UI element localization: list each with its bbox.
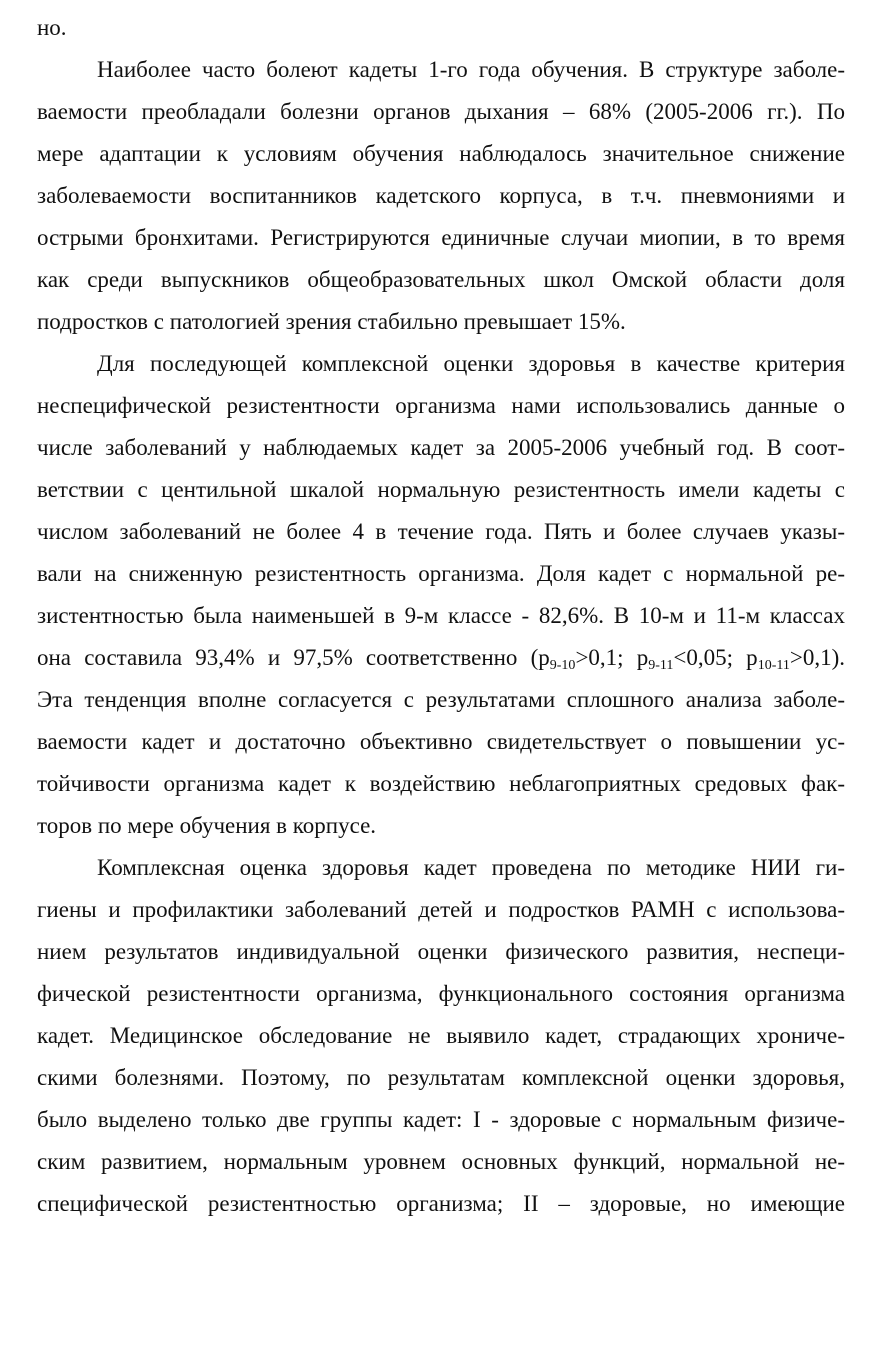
text-line: нием результатов индивидуальной оценки физического развития, неспеци- [37,939,845,964]
text-line: гиены и профилактики заболеваний детей и подростков РАМН с использова- [37,897,845,922]
subscript: 9-11 [648,658,674,673]
text-line: заболеваемости воспитанников кадетского корпуса, в т.ч. пневмониями и [37,183,845,208]
subscript: 9-10 [549,658,576,673]
text-line: числе заболеваний у наблюдаемых кадет за 2005-2006 учебный год. В соот- [37,435,845,460]
paragraph-first-line: Комплексная оценка здоровья кадет проведена по методике НИИ ги- [97,855,845,880]
text-line: торов по мере обучения в корпусе. [37,813,377,838]
text-line: острыми бронхитами. Регистрируются единичные случаи миопии, в то время [37,225,845,250]
text-line: неспецифической резистентности организма нами использовались данные о [37,393,845,418]
paragraph-first-line: Для последующей комплексной оценки здоровья в качестве критерия [97,351,845,376]
text-line: числом заболеваний не более 4 в течение года. Пять и более случаев указы- [37,519,845,544]
text-line: было выделено только две группы кадет: I - здоровые с нормальным физиче- [37,1107,845,1132]
statistics-line [37,643,845,673]
text-line: вали на сниженную резистентность организма. Доля кадет с нормальной ре- [37,561,845,586]
text-line: ваемости преобладали болезни органов дыхания – 68% (2005-2006 гг.). По [37,99,845,124]
stat-text: >0,1). [789,645,845,670]
text-line: ваемости кадет и достаточно объективно свидетельствует о повышении ус- [37,729,845,754]
text-line: как среди выпускников общеобразовательных школ Омской области доля [37,267,845,292]
text-line: Эта тенденция вполне согласуется с результатами сплошного анализа заболе- [37,687,845,712]
paragraph-first-line: Наиболее часто болеют кадеты 1-го года обучения. В структуре заболе- [97,57,845,82]
text-line: ветствии с центильной шкалой нормальную резистентность имели кадеты с [37,477,845,502]
subscript: 10-11 [757,658,790,673]
stat-text: >0,1; p [575,645,649,670]
text-line: ским развитием, нормальным уровнем основных функций, нормальной не- [37,1149,845,1174]
text-line: зистентностью была наименьшей в 9-м классе - 82,6%. В 10-м и 11-м классах [37,603,845,628]
text-line: тойчивости организма кадет к воздействию неблагоприятных средовых фак- [37,771,845,796]
text-line: подростков с патологией зрения стабильно превышает 15%. [37,309,626,334]
text-line: фической резистентности организма, функционального состояния организма [37,981,845,1006]
text-line: кадет. Медицинское обследование не выявило кадет, страдающих хрониче- [37,1023,845,1048]
stat-text: <0,05; p [673,645,758,670]
text-line: но. [37,15,67,40]
text-line: скими болезнями. Поэтому, по результатам комплексной оценки здоровья, [37,1065,845,1090]
text-line: специфической резистентностью организма; II – здоровые, но имеющие [37,1191,845,1216]
text-line: мере адаптации к условиям обучения наблюдалось значительное снижение [37,141,845,166]
stat-text: она составила 93,4% и 97,5% соответственно (p [37,645,550,670]
